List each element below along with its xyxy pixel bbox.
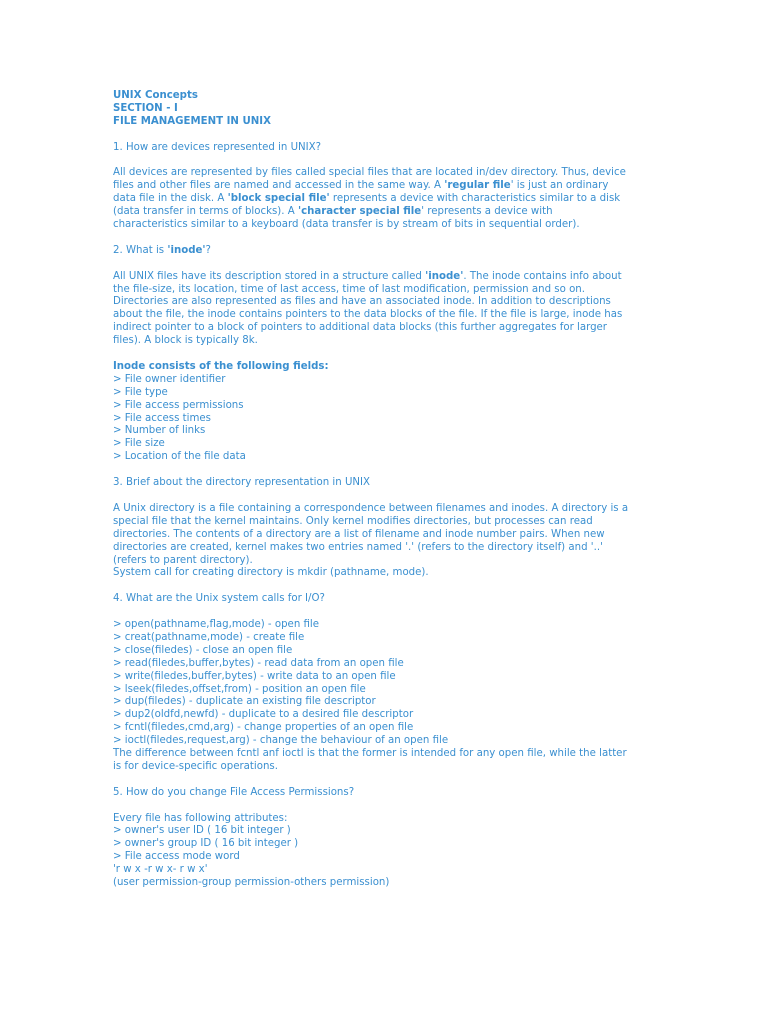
term-regular-file: 'regular file: [444, 180, 511, 192]
list-item: > dup(filedes) - duplicate an existing file descriptor: [113, 696, 376, 708]
list-item: > creat(pathname,mode) - create file: [113, 631, 305, 643]
answer-4-note-line-1: The difference between fcntl anf ioctl is that the former is intended for any open file, while the latter: [113, 748, 627, 760]
list-item: > write(filedes,buffer,bytes) - write data to an open file: [113, 670, 396, 682]
answer-1-line-1: All devices are represented by files called special files that are located in/dev directory. Thus, device: [113, 167, 626, 179]
answer-1-line-3: [113, 193, 658, 206]
text: represents a device with characteristics similar to a disk: [329, 193, 621, 205]
answer-3-line: (refers to parent directory).: [113, 554, 253, 566]
term-character-special-file: 'character special file: [297, 206, 422, 218]
answer-3-line: A Unix directory is a file containing a correspondence between filenames and inodes. A directory is a: [113, 502, 629, 514]
answer-2-line-4: about the file, the inode contains pointers to the data blocks of the file. If the file is large, inode has: [113, 309, 623, 321]
answer-3-line: special file that the kernel maintains. Only kernel modifies directories, but processes can read: [113, 515, 593, 527]
document-content: [113, 90, 658, 890]
answer-5-line: (user permission-group permission-others permission): [113, 877, 390, 889]
list-item: > File size: [113, 438, 165, 450]
list-item: > File owner identifier: [113, 373, 226, 385]
text: files and other files are named and accessed in the same way. A: [113, 180, 445, 192]
list-item: > File access times: [113, 412, 211, 424]
answer-2-line-3: Directories are also represented as files and have an associated inode. In addition to descriptions: [113, 296, 611, 308]
question-2: [113, 245, 658, 258]
list-item: > File type: [113, 386, 168, 398]
answer-3-line: directories. The contents of a directory are a list of filename and inode number pairs. When new: [113, 528, 605, 540]
term-inode: 'inode': [425, 270, 464, 282]
answer-4-note-line-2: is for device-specific operations.: [113, 760, 278, 772]
answer-2-line-6: files). A block is typically 8k.: [113, 335, 258, 347]
question-1: 1. How are devices represented in UNIX?: [113, 141, 322, 153]
list-item: > open(pathname,flag,mode) - open file: [113, 619, 320, 631]
answer-2-line-1: [113, 271, 658, 284]
question-4: 4. What are the Unix system calls for I/O?: [113, 593, 325, 605]
answer-5-line: 'r w x -r w x- r w x': [113, 864, 208, 876]
list-item: > Location of the file data: [113, 451, 246, 463]
list-item: > lseek(filedes,offset,from) - position an open file: [113, 683, 366, 695]
term-block-special-file: 'block special file': [227, 193, 330, 205]
text: data file in the disk. A: [113, 193, 228, 205]
section-label: SECTION - I: [113, 102, 178, 114]
question-3: 3. Brief about the directory representation in UNIX: [113, 477, 370, 489]
text: ' represents a device with: [421, 206, 553, 218]
section-subtitle: FILE MANAGEMENT IN UNIX: [113, 115, 271, 127]
answer-5-line: Every file has following attributes:: [113, 812, 288, 824]
text: . The inode contains info about: [463, 270, 622, 282]
list-item: > read(filedes,buffer,bytes) - read data from an open file: [113, 657, 404, 669]
answer-1-line-5: characteristics similar to a keyboard (data transfer is by stream of bits in sequential order).: [113, 219, 580, 231]
list-item: > File access permissions: [113, 399, 244, 411]
answer-5-line: > File access mode word: [113, 851, 240, 863]
answer-2-line-5: indirect pointer to a block of pointers to additional data blocks (this further aggregates for larger: [113, 322, 607, 334]
answer-2-line-2: the file-size, its location, time of last access, time of last modification, permission and so on.: [113, 283, 585, 295]
answer-1-line-2: [113, 180, 658, 193]
answer-1-line-4: [113, 206, 658, 219]
list-item: > Number of links: [113, 425, 206, 437]
answer-5-line: > owner's user ID ( 16 bit integer ): [113, 825, 291, 837]
answer-3-line: System call for creating directory is mkdir (pathname, mode).: [113, 567, 429, 579]
inode-fields-heading: Inode consists of the following fields:: [113, 360, 329, 372]
list-item: > dup2(oldfd,newfd) - duplicate to a desired file descriptor: [113, 709, 414, 721]
text: ' is just an ordinary: [510, 180, 609, 192]
text: 2. What is: [113, 244, 168, 256]
question-5: 5. How do you change File Access Permissions?: [113, 786, 355, 798]
term-inode: 'inode': [167, 244, 206, 256]
list-item: > close(filedes) - close an open file: [113, 644, 293, 656]
text: All UNIX files have its description stored in a structure called: [113, 270, 426, 282]
list-item: > fcntl(filedes,cmd,arg) - change properties of an open file: [113, 722, 414, 734]
answer-3-line: directories are created, kernel makes two entries named '.' (refers to the directory itself) and '..': [113, 541, 603, 553]
text: ?: [205, 244, 211, 256]
text: (data transfer in terms of blocks). A: [113, 206, 298, 218]
answer-5-line: > owner's group ID ( 16 bit integer ): [113, 838, 299, 850]
list-item: > ioctl(filedes,request,arg) - change the behaviour of an open file: [113, 735, 449, 747]
doc-title: UNIX Concepts: [113, 90, 198, 101]
